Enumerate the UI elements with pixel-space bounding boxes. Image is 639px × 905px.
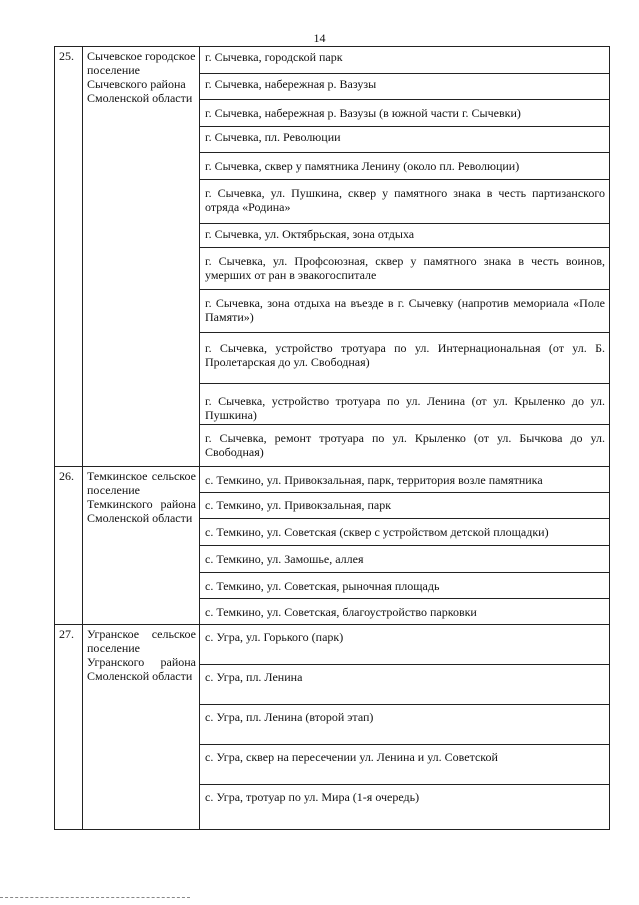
location-item: с. Темкино, ул. Привокзальная, парк, территория возле памятника [200,467,609,493]
location-item: г. Сычевка, ремонт тротуара по ул. Крыленко (от ул. Бычкова до ул. Свободная) [205,431,605,459]
location-item: с. Угра, пл. Ленина [200,665,609,705]
table-row [55,625,610,830]
footer-rule [0,897,190,898]
location-item: г. Сычевка, ул. Октябрьская, зона отдыха [200,224,609,248]
location-item: г. Сычевка, устройство тротуара по ул. Интернациональная (от ул. Б. Пролетарская до ул. Свободная) [200,333,609,384]
location-item: г. Сычевка, ул. Пушкина, сквер у памятного знака в честь партизанского отряда «Родина» [200,180,609,224]
row-number: 27. [55,625,83,830]
location-item: г. Сычевка, ул. Профсоюзная, сквер у памятного знака в честь воинов, умерших от ран в эвакогоспитале [200,248,609,290]
location-item: с. Темкино, ул. Привокзальная, парк [200,493,609,519]
location-item: с. Темкино, ул. Замошье, аллея [200,546,609,573]
locations-cell [200,625,610,830]
improvement-sites-table [54,46,610,830]
row-number: 26. [55,467,83,625]
location-item: с. Угра, сквер на пересечении ул. Ленина и ул. Советской [200,745,609,785]
location-item: г. Сычевка, набережная р. Вазузы (в южной части г. Сычевки) [200,100,609,127]
location-item: с. Темкино, ул. Советская, благоустройство парковки [205,605,477,619]
location-item: с. Угра, ул. Горького (парк) [200,625,609,665]
location-item: г. Сычевка, набережная р. Вазузы [200,74,609,100]
table-row [55,467,610,625]
municipality-name: Угранское сельское поселение Угранского района Смоленской области [87,627,196,683]
row-number: 25. [55,47,83,467]
location-item: г. Сычевка, городской парк [200,47,609,74]
locations-cell [200,467,610,625]
location-item: г. Сычевка, пл. Революции [200,127,609,153]
table-row [55,47,610,467]
location-item: с. Угра, пл. Ленина (второй этап) [200,705,609,745]
location-item: с. Угра, тротуар по ул. Мира (1-я очередь) [205,790,420,804]
location-item: г. Сычевка, зона отдыха на въезде в г. Сычевку (напротив мемориала «Поле Памяти») [200,290,609,333]
municipality-name: Сычевское городское поселение Сычевского района Смоленской области [87,49,196,105]
location-item: г. Сычевка, устройство тротуара по ул. Ленина (от ул. Крыленко до ул. Пушкина) [200,384,609,425]
location-item: с. Темкино, ул. Советская, рыночная площадь [200,573,609,599]
location-item: с. Темкино, ул. Советская (сквер с устройством детской площадки) [200,519,609,546]
municipality-name: Темкинское сельское поселение Темкинского района Смоленской области [87,469,196,525]
location-item: г. Сычевка, сквер у памятника Ленину (около пл. Революции) [200,153,609,180]
locations-cell [200,47,610,467]
page-number: 14 [313,31,326,45]
